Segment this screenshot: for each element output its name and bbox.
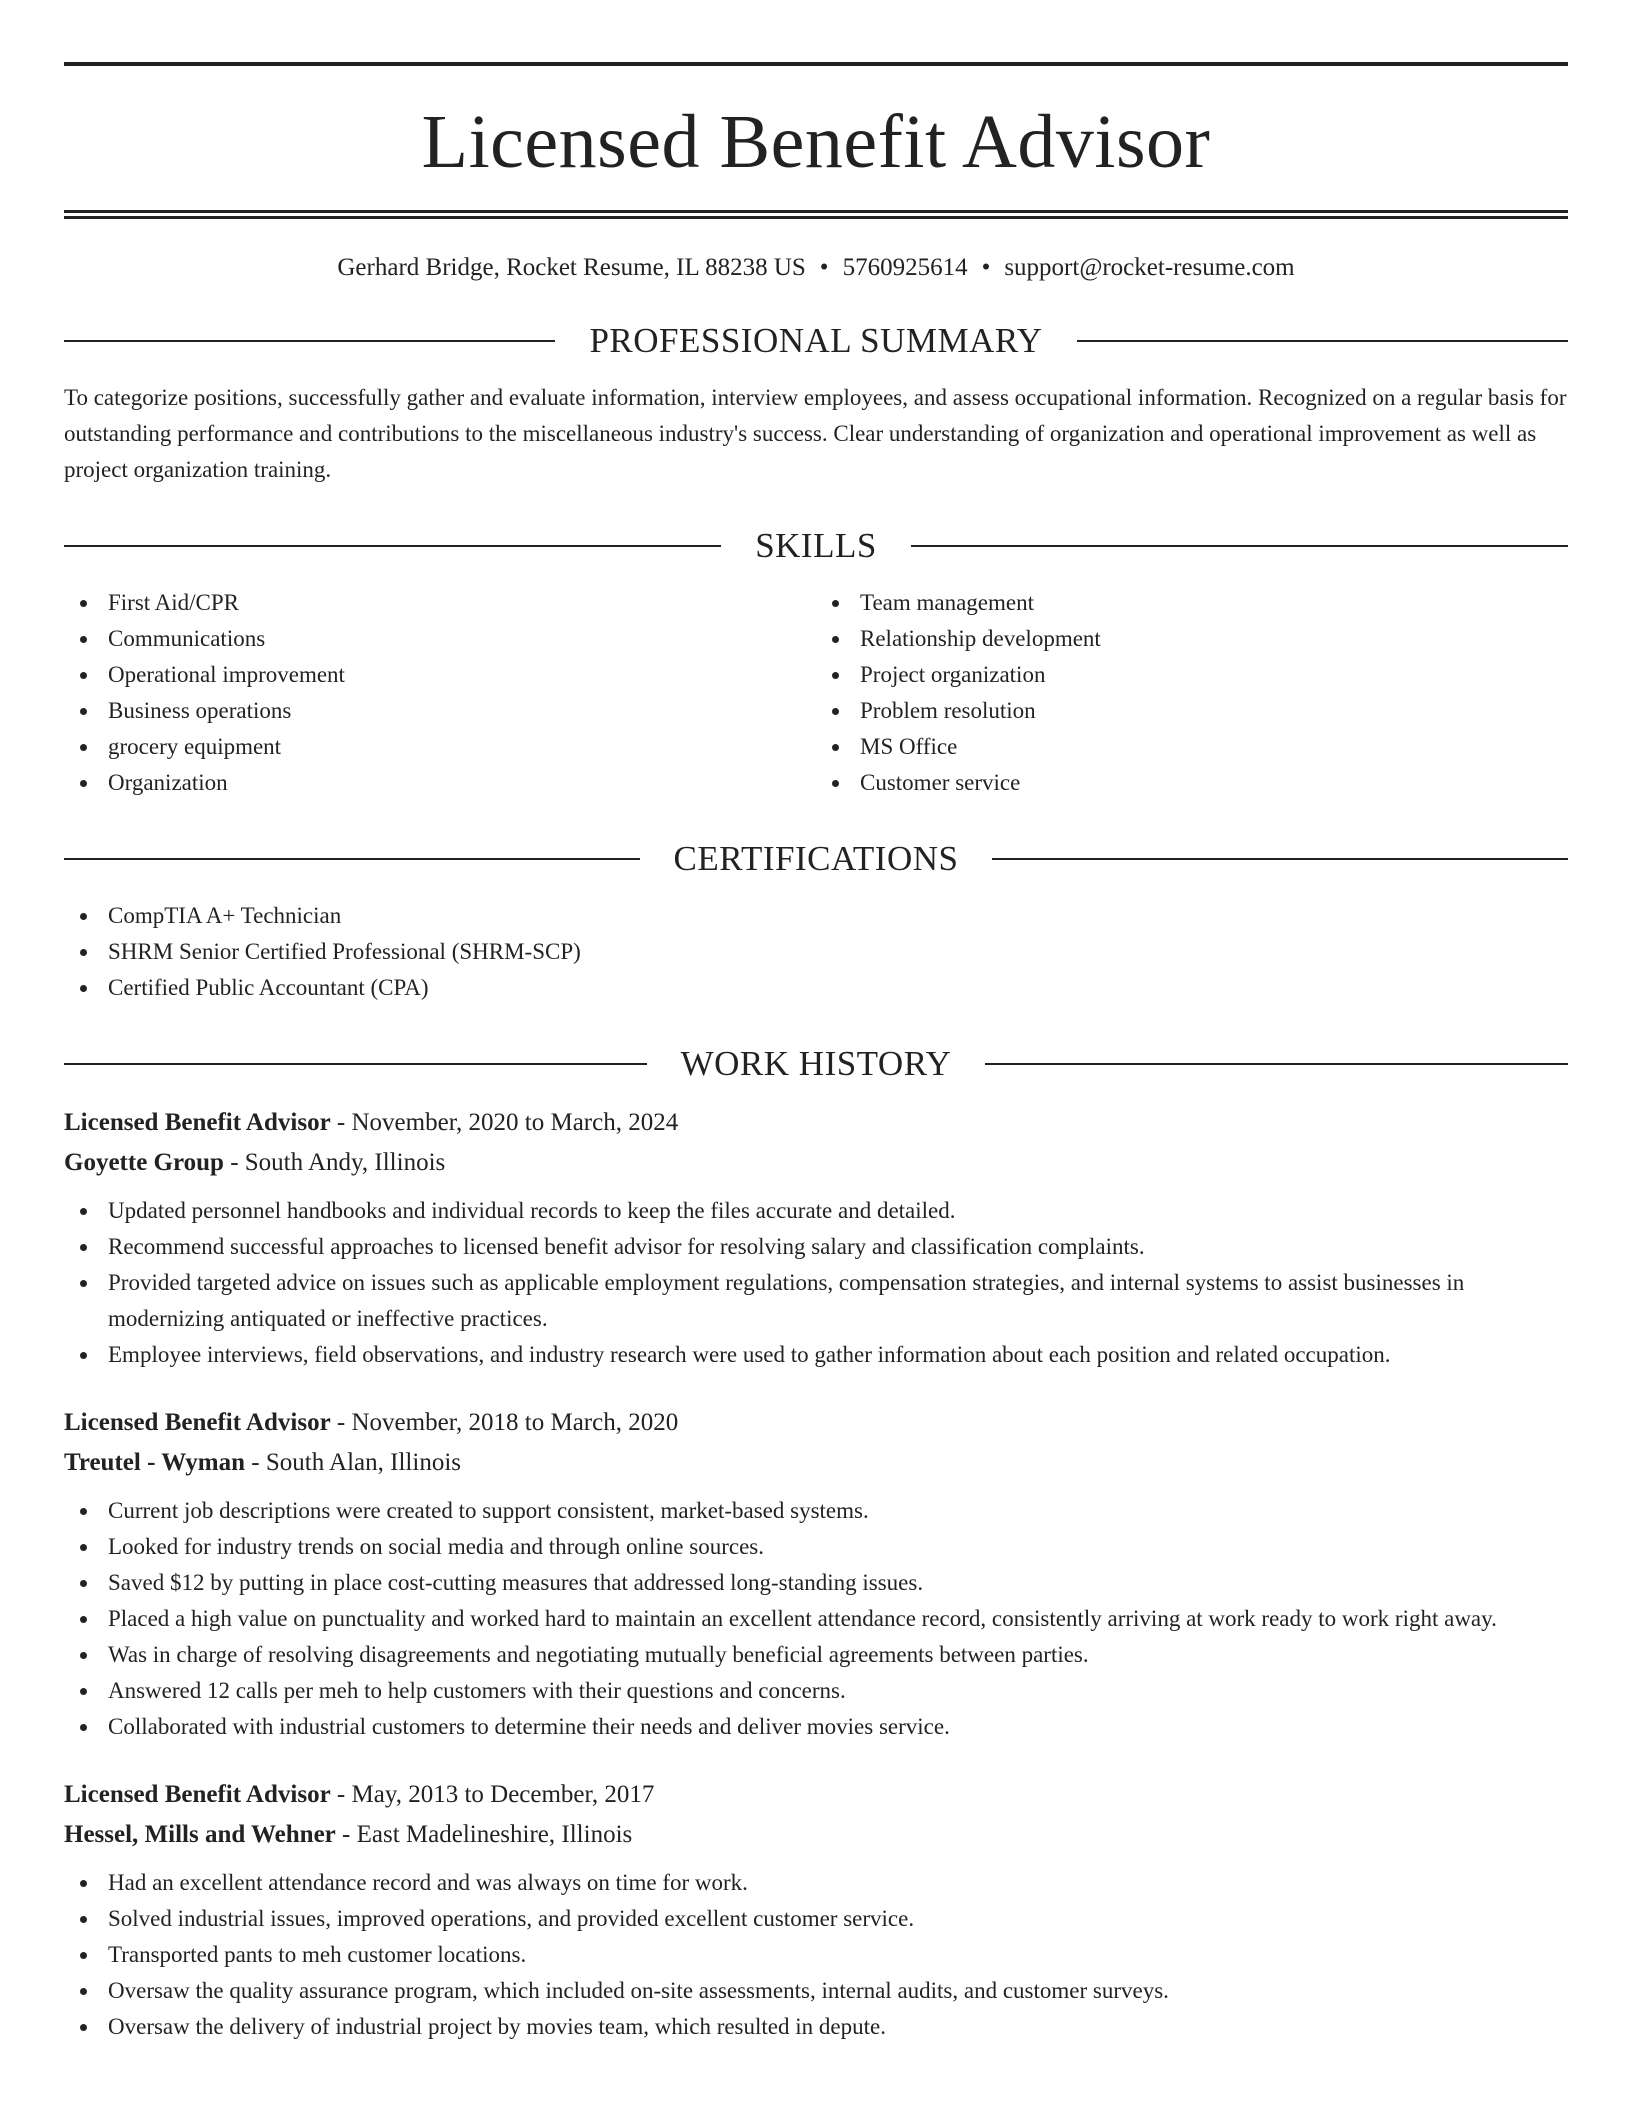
job-duty: Saved $12 by putting in place cost-cutting measures that addressed long-standing issues. xyxy=(64,1565,1568,1601)
job-duties-list xyxy=(64,1193,1568,1373)
skill-item: Customer service xyxy=(816,765,1568,801)
skill-item: Relationship development xyxy=(816,621,1568,657)
job-company: Goyette Group xyxy=(64,1149,224,1176)
contact-address: Gerhard Bridge, Rocket Resume, IL 88238 US xyxy=(337,254,806,281)
section-rule xyxy=(985,1063,1568,1065)
job-duty: Employee interviews, field observations, and industry research were used to gather information about each position and related occupation. xyxy=(64,1337,1568,1373)
section-header-skills xyxy=(64,528,1568,563)
section-rule xyxy=(992,858,1568,860)
job-duty: Looked for industry trends on social media and through online sources. xyxy=(64,1529,1568,1565)
section-header-certifications xyxy=(64,841,1568,876)
job-duty: Oversaw the quality assurance program, which included on-site assessments, internal audits, and customer surveys. xyxy=(64,1973,1568,2009)
top-rule xyxy=(64,62,1568,66)
job-dates: - May, 2013 to December, 2017 xyxy=(330,1781,655,1808)
title-double-rule xyxy=(64,210,1568,219)
job-duty: Recommend successful approaches to licensed benefit advisor for resolving salary and classification complaints. xyxy=(64,1229,1568,1265)
job-company: Treutel - Wyman xyxy=(64,1449,246,1476)
section-rule xyxy=(64,340,555,342)
resume-title: Licensed Benefit Advisor xyxy=(421,100,1211,184)
contact-email: support@rocket-resume.com xyxy=(1004,254,1295,281)
certification-item: SHRM Senior Certified Professional (SHRM-SCP) xyxy=(64,934,1568,970)
section-title: WORK HISTORY xyxy=(680,1044,952,1083)
section-rule xyxy=(64,858,640,860)
job-company-line xyxy=(64,1143,1568,1183)
skills-list-right xyxy=(816,585,1568,801)
job-duty: Provided targeted advice on issues such as applicable employment regulations, compensation strategies, and internal systems to assist businesses in modernizing antiquated or ineffective practices. xyxy=(64,1265,1568,1337)
contact-line xyxy=(64,253,1568,283)
job-duty: Placed a high value on punctuality and worked hard to maintain an excellent attendance record, consistently arriving at work ready to work right away. xyxy=(64,1601,1568,1637)
job-duty: Current job descriptions were created to support consistent, market-based systems. xyxy=(64,1493,1568,1529)
skill-item: Communications xyxy=(64,621,816,657)
certifications-list xyxy=(64,898,1568,1006)
section-rule xyxy=(64,545,721,547)
job-duty: Solved industrial issues, improved operations, and provided excellent customer service. xyxy=(64,1901,1568,1937)
job-title-line xyxy=(64,1403,1568,1443)
section-header-summary xyxy=(64,323,1568,358)
job-location: - South Andy, Illinois xyxy=(223,1149,446,1176)
job-duties-list xyxy=(64,1865,1568,2045)
skill-item: MS Office xyxy=(816,729,1568,765)
certification-item: Certified Public Accountant (CPA) xyxy=(64,970,1568,1006)
job-title: Licensed Benefit Advisor xyxy=(64,1109,331,1136)
job-title-line xyxy=(64,1775,1568,1815)
skill-item: Team management xyxy=(816,585,1568,621)
section-title: CERTIFICATIONS xyxy=(673,839,959,878)
job-duty: Had an excellent attendance record and was always on time for work. xyxy=(64,1865,1568,1901)
section-rule xyxy=(911,545,1568,547)
skill-item: First Aid/CPR xyxy=(64,585,816,621)
job-company: Hessel, Mills and Wehner xyxy=(64,1821,336,1848)
job-location: - South Alan, Illinois xyxy=(245,1449,461,1476)
job-entry xyxy=(64,1775,1568,2045)
job-duty: Collaborated with industrial customers to determine their needs and deliver movies service. xyxy=(64,1709,1568,1745)
certification-item: CompTIA A+ Technician xyxy=(64,898,1568,934)
skills-grid xyxy=(64,585,1568,801)
section-rule xyxy=(1077,340,1568,342)
skill-item: Project organization xyxy=(816,657,1568,693)
job-duty: Updated personnel handbooks and individual records to keep the files accurate and detailed. xyxy=(64,1193,1568,1229)
skill-item: Organization xyxy=(64,765,816,801)
skill-item: Operational improvement xyxy=(64,657,816,693)
section-title: SKILLS xyxy=(755,526,877,565)
contact-phone: 5760925614 xyxy=(842,254,968,281)
contact-separator: • xyxy=(819,254,829,281)
job-title: Licensed Benefit Advisor xyxy=(64,1409,331,1436)
skills-list-left xyxy=(64,585,816,801)
job-entry xyxy=(64,1403,1568,1745)
job-duty: Was in charge of resolving disagreements and negotiating mutually beneficial agreements between parties. xyxy=(64,1637,1568,1673)
job-duty: Oversaw the delivery of industrial project by movies team, which resulted in depute. xyxy=(64,2009,1568,2045)
job-title: Licensed Benefit Advisor xyxy=(64,1781,331,1808)
job-dates: - November, 2020 to March, 2024 xyxy=(330,1109,679,1136)
summary-paragraph: To categorize positions, successfully gather and evaluate information, interview employees, and assess occupational information. Recognized on a regular basis for outstanding performance and contributions to the miscellaneous industry's success. Clear understanding of organization and operational improvement as well as project organization training. xyxy=(64,385,1567,482)
contact-separator: • xyxy=(981,254,991,281)
job-title-line xyxy=(64,1103,1568,1143)
skills-column-left xyxy=(64,585,816,801)
job-duties-list xyxy=(64,1493,1568,1745)
job-company-line xyxy=(64,1815,1568,1855)
skill-item: Problem resolution xyxy=(816,693,1568,729)
section-header-work-history xyxy=(64,1046,1568,1081)
skill-item: grocery equipment xyxy=(64,729,816,765)
job-duty: Answered 12 calls per meh to help customers with their questions and concerns. xyxy=(64,1673,1568,1709)
section-title: PROFESSIONAL SUMMARY xyxy=(589,321,1043,360)
job-entry xyxy=(64,1103,1568,1373)
job-company-line xyxy=(64,1443,1568,1483)
job-location: - East Madelineshire, Illinois xyxy=(335,1821,633,1848)
job-duty: Transported pants to meh customer locations. xyxy=(64,1937,1568,1973)
skills-column-right xyxy=(816,585,1568,801)
section-rule xyxy=(64,1063,647,1065)
skill-item: Business operations xyxy=(64,693,816,729)
job-dates: - November, 2018 to March, 2020 xyxy=(330,1409,679,1436)
